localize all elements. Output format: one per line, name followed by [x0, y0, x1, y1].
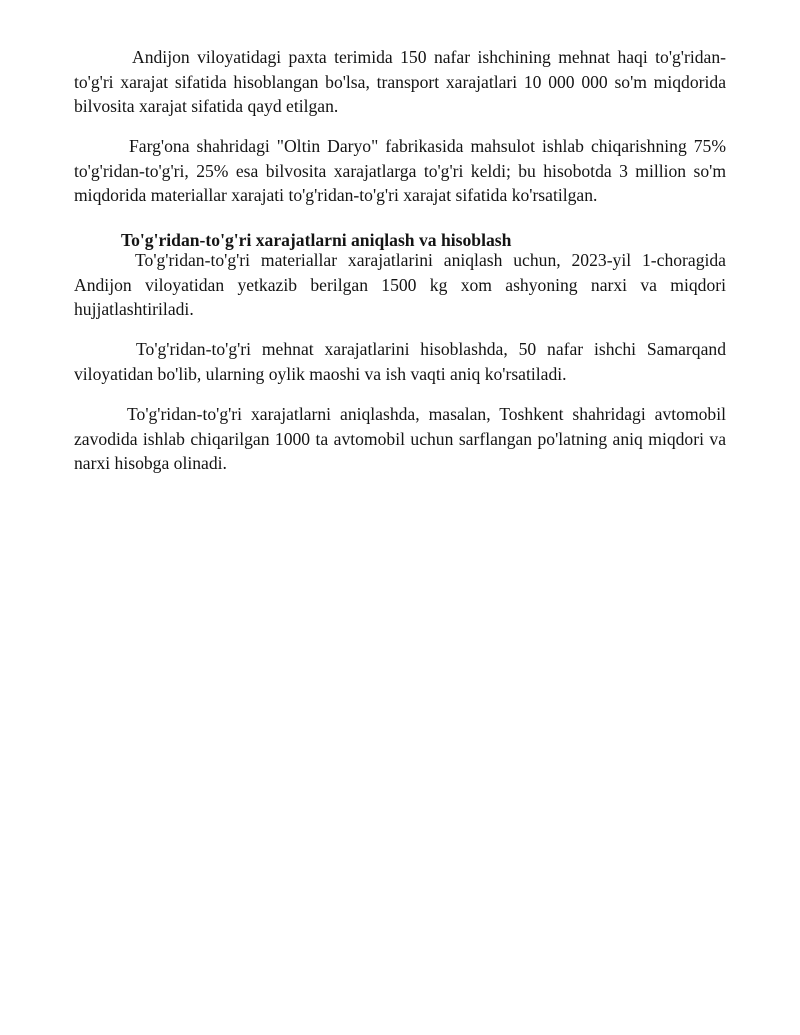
paragraph-direct-labor: To'g'ridan-to'g'ri mehnat xarajatlarini hisoblashda, 50 nafar ishchi Samarqand viloyatidan bo'lib, ularning oylik maoshi va ish vaqti aniq ko'rsatiladi. [74, 339, 726, 384]
paragraph-car-factory-example: To'g'ridan-to'g'ri xarajatlarni aniqlashda, masalan, Toshkent shahridagi avtomobil zavodida ishlab chiqarilgan 1000 ta avtomobil uchun sarflangan po'latning aniq miqdori va narxi hisobga olinadi. [74, 404, 726, 473]
section-heading: To'g'ridan-to'g'ri xarajatlarni aniqlash va hisoblash [121, 230, 512, 250]
paragraph-oltin-daryo-factory: Farg'ona shahridagi "Oltin Daryo" fabrikasida mahsulot ishlab chiqarishning 75% to'g'ridan-to'g'ri, 25% esa bilvosita xarajatlarga to'g'ri keldi; bu hisobotda 3 million so'm miqdorida materiallar xarajati to'g'ridan-to'g'ri xarajat sifatida ko'rsatilgan. [74, 136, 726, 205]
paragraph-direct-materials: To'g'ridan-to'g'ri materiallar xarajatlarini aniqlash uchun, 2023-yil 1-choragida Andijon viloyatidan yetkazib berilgan 1500 kg xom ashyoning narxi va miqdori hujjatlashtiriladi. [74, 250, 726, 319]
paragraph-cotton-harvest: Andijon viloyatidagi paxta terimida 150 nafar ishchining mehnat haqi to'g'ridan-to'g'ri xarajat sifatida hisoblangan bo'lsa, transport xarajatlari 10 000 000 so'm miqdorida bilvosita xarajat sifatida qayd etilgan. [74, 47, 726, 116]
